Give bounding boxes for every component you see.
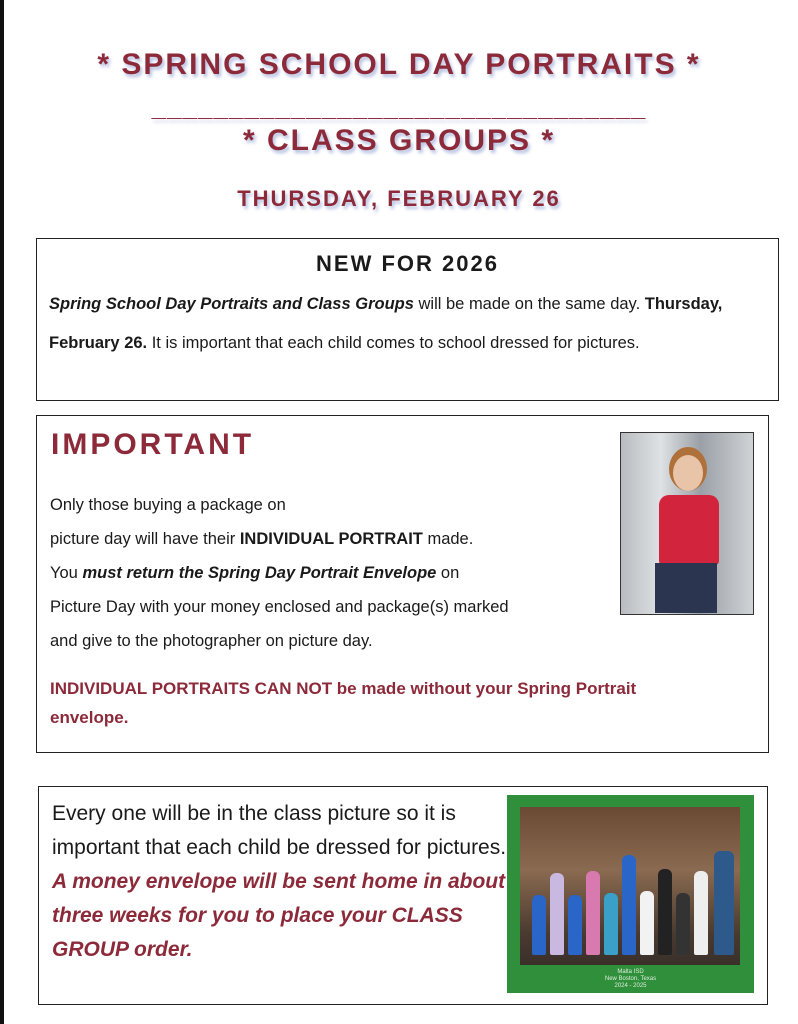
- bold-date: Thursday, February 26.: [49, 295, 723, 352]
- text: It is important that each child comes to school dressed for pictures.: [147, 334, 640, 352]
- line: Picture Day with your money enclosed and package(s) marked: [50, 598, 509, 616]
- important-heading: IMPORTANT: [51, 428, 255, 461]
- class-paragraph: [52, 797, 512, 967]
- title-divider: ________________________________: [151, 92, 647, 122]
- page-subtitle: * CLASS GROUPS *: [242, 124, 556, 157]
- new-for-2026-box: [36, 238, 779, 401]
- bold-lead: Spring School Day Portraits and Class Groups: [49, 295, 414, 313]
- line: picture day will have their INDIVIDUAL PORTRAIT made.: [50, 530, 474, 548]
- class-picture-box: [38, 786, 768, 1005]
- sample-portrait-photo: [620, 432, 754, 615]
- photo-caption: Malta ISD New Boston, Texas 2024 - 2025: [604, 969, 657, 989]
- event-date: THURSDAY, FEBRUARY 26: [237, 186, 561, 211]
- important-box: [36, 415, 769, 753]
- line: and give to the photographer on picture day.: [50, 632, 373, 650]
- class-text: Every one will be in the class picture so it is important that each child be dressed for pictures.: [52, 802, 507, 859]
- new-paragraph: [49, 285, 769, 363]
- class-group-photo: [507, 795, 754, 993]
- line: Only those buying a package on: [50, 496, 286, 514]
- important-paragraph: [50, 488, 610, 658]
- line: You must return the Spring Day Portrait Envelope on: [50, 564, 460, 582]
- page-title: * SPRING SCHOOL DAY PORTRAITS *: [97, 48, 701, 81]
- new-heading: NEW FOR 2026: [316, 251, 499, 276]
- text: will be made on the same day.: [413, 295, 645, 313]
- envelope-notice: A money envelope will be sent home in about three weeks for you to place your CLASS GROUP order.: [52, 870, 506, 961]
- warning-text: INDIVIDUAL PORTRAITS CAN NOT be made without your Spring Portrait envelope.: [50, 679, 637, 727]
